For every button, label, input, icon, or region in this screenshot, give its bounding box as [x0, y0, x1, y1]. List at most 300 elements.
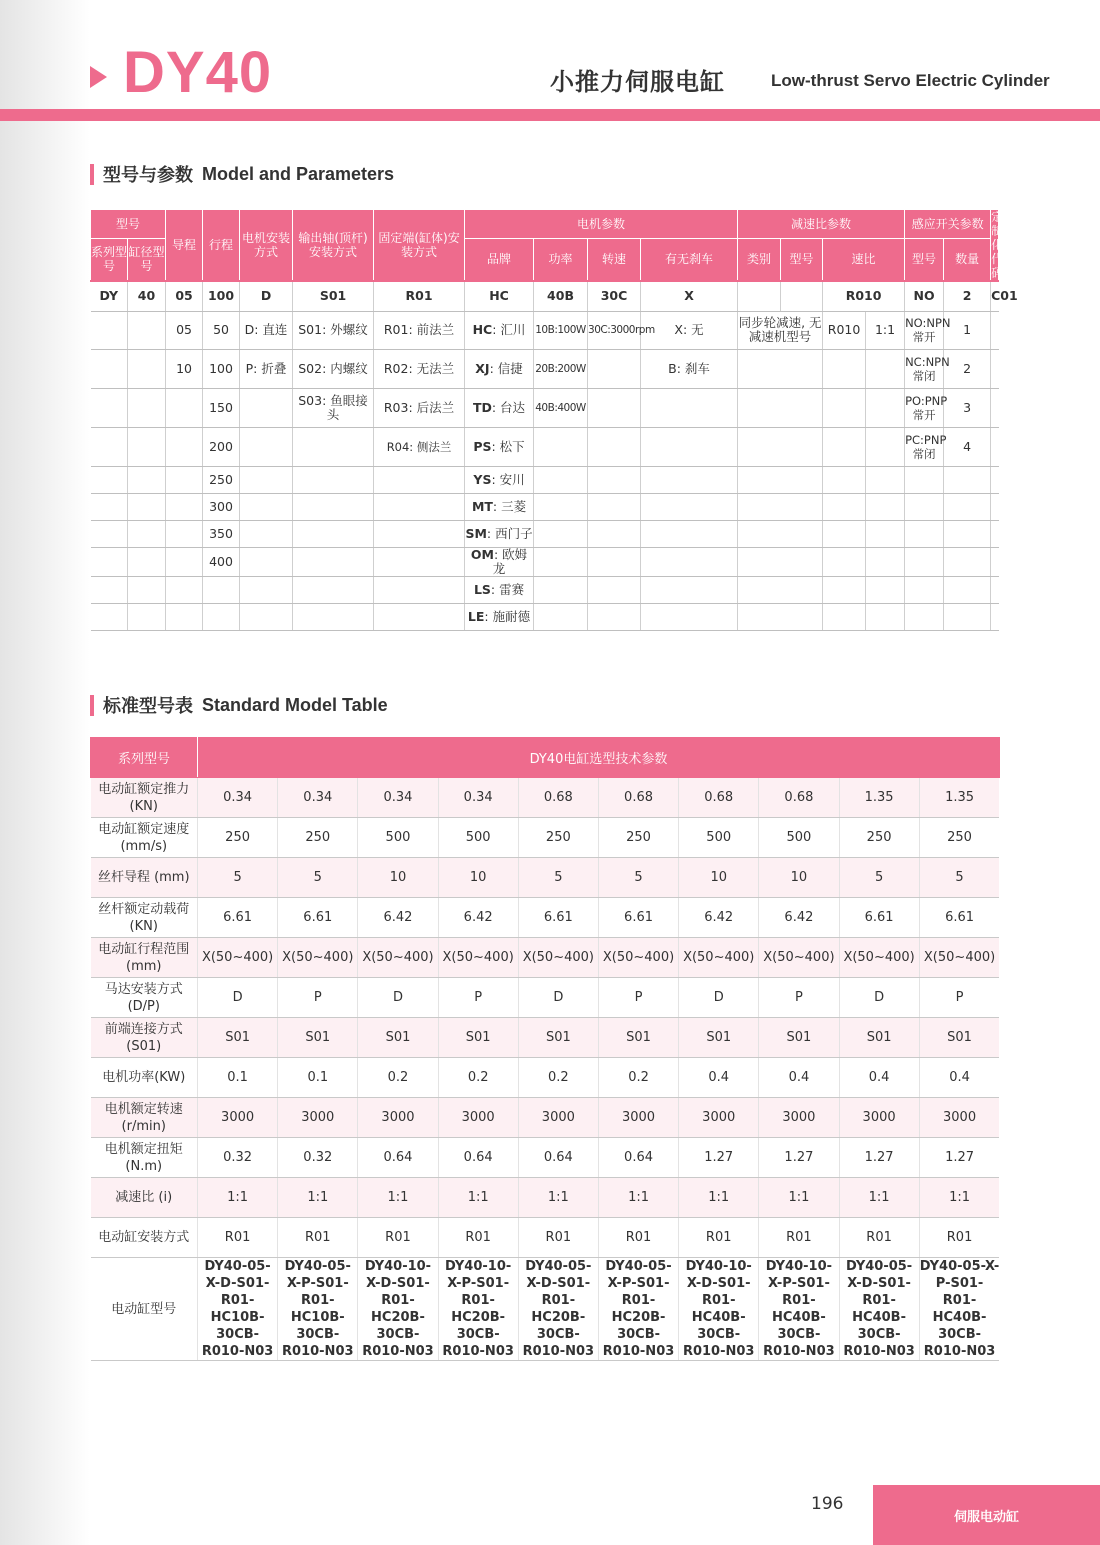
spec-value: 0.68	[518, 778, 598, 818]
brand-cell	[465, 493, 534, 520]
spec-value: 5	[598, 858, 678, 898]
spec-value: 1:1	[679, 1178, 759, 1218]
spec-value: D	[358, 978, 438, 1018]
spec-value: S01	[278, 1018, 358, 1058]
spec-value: R01	[759, 1218, 839, 1258]
spec-value: X(50~400)	[518, 938, 598, 978]
spec-value: 5	[919, 858, 999, 898]
shaft-cell: S02: 内螺纹	[293, 349, 374, 388]
spec-value: 3000	[839, 1098, 919, 1138]
power-cell	[534, 576, 588, 603]
spec-value: 0.64	[438, 1138, 518, 1178]
shaft-cell: S03: 鱼眼接头	[293, 388, 374, 427]
brand-cell	[465, 520, 534, 547]
spec-value: 250	[518, 818, 598, 858]
spec-value: 3000	[518, 1098, 598, 1138]
spec-value: P	[278, 978, 358, 1018]
spec-value: 3000	[679, 1098, 759, 1138]
qty-cell	[944, 603, 991, 630]
param-row	[91, 311, 999, 349]
spec-value: P	[598, 978, 678, 1018]
footer-category-tab: 伺服电动缸	[873, 1485, 1100, 1545]
motor-mount-cell	[240, 603, 293, 630]
spec-value: 5	[198, 858, 278, 898]
spec-value: X(50~400)	[598, 938, 678, 978]
bore-cell	[128, 388, 166, 427]
power-cell	[534, 427, 588, 466]
model-code-value: DY40-05-X-D-S01-R01-HC40B-30CB-R010-N03	[839, 1258, 919, 1361]
series-cell	[91, 603, 128, 630]
lead-cell	[166, 576, 203, 603]
spec-value: X(50~400)	[278, 938, 358, 978]
spec-value: D	[839, 978, 919, 1018]
spec-value: 500	[759, 818, 839, 858]
sensor-cell: PO:PNP 常开	[905, 388, 944, 427]
spec-value: 0.32	[278, 1138, 358, 1178]
spec-value: 1:1	[518, 1178, 598, 1218]
speed-cell	[588, 427, 641, 466]
spec-value: R01	[198, 1218, 278, 1258]
spec-row	[91, 938, 1000, 978]
custom-cell	[991, 547, 999, 576]
spec-value: 0.64	[598, 1138, 678, 1178]
power-cell	[534, 466, 588, 493]
std-header-series: 系列型号	[91, 738, 198, 778]
qty-cell: 1	[944, 311, 991, 349]
brand-cell	[465, 311, 534, 349]
reducer-type-cell	[738, 349, 823, 388]
spec-row	[91, 858, 1000, 898]
spec-value: R01	[358, 1218, 438, 1258]
code-power: 40B	[534, 281, 588, 311]
spec-value: 0.68	[598, 778, 678, 818]
bore-cell	[128, 603, 166, 630]
header-stroke: 行程	[203, 210, 240, 282]
custom-cell	[991, 349, 999, 388]
ratio-cell	[866, 603, 905, 630]
series-cell	[91, 576, 128, 603]
spec-value: 0.1	[198, 1058, 278, 1098]
model-code-label: 电动缸型号	[91, 1258, 198, 1361]
model-code-row	[91, 1258, 1000, 1361]
product-model-title: DY40	[123, 40, 273, 105]
reducer-type-cell	[738, 388, 823, 427]
header-brake: 有无刹车	[641, 238, 738, 281]
motor-mount-cell	[240, 466, 293, 493]
spec-value: 5	[278, 858, 358, 898]
motor-mount-cell	[240, 493, 293, 520]
model-parameters-table	[90, 209, 1018, 631]
fixed-end-cell	[374, 493, 465, 520]
spec-value: 3000	[759, 1098, 839, 1138]
brake-cell	[641, 547, 738, 576]
spec-value: 1:1	[358, 1178, 438, 1218]
spec-value: P	[919, 978, 999, 1018]
spec-value: 1.27	[839, 1138, 919, 1178]
spec-value: 0.2	[598, 1058, 678, 1098]
qty-cell: 3	[944, 388, 991, 427]
series-cell	[91, 520, 128, 547]
speed-cell	[588, 576, 641, 603]
model-code-value: DY40-05-X-P-S01-R01-HC40B-30CB-R010-N03	[919, 1259, 1000, 1359]
bore-cell	[128, 311, 166, 349]
header-output-shaft: 输出轴(顶杆)安装方式	[293, 210, 374, 282]
spec-value: 1:1	[598, 1178, 678, 1218]
lead-cell	[166, 603, 203, 630]
brand-code: OM	[470, 546, 494, 562]
spec-label: 前端连接方式 (S01)	[91, 1018, 198, 1058]
spec-row	[91, 1098, 1000, 1138]
standard-model-table	[90, 737, 1000, 1361]
spec-value: 6.61	[919, 898, 999, 938]
qty-cell	[944, 493, 991, 520]
code-stroke: 100	[203, 281, 240, 311]
bore-cell	[128, 520, 166, 547]
spec-row	[91, 778, 1000, 818]
spec-row	[91, 1138, 1000, 1178]
brake-cell	[641, 466, 738, 493]
brand-code: LS	[473, 581, 491, 597]
series-cell	[91, 493, 128, 520]
spec-value: S01	[518, 1018, 598, 1058]
code-speed: 30C	[588, 281, 641, 311]
spec-value: 0.4	[919, 1058, 999, 1098]
section-heading-params	[90, 161, 394, 187]
spec-value: 0.4	[839, 1058, 919, 1098]
code-reducer-model	[781, 281, 823, 311]
power-cell	[534, 603, 588, 630]
fixed-end-cell	[374, 547, 465, 576]
ratio-cell	[866, 576, 905, 603]
spec-value: 0.2	[438, 1058, 518, 1098]
spec-value: 1:1	[198, 1178, 278, 1218]
sensor-cell	[905, 603, 944, 630]
section-title-cn: 标准型号表	[103, 696, 193, 717]
sensor-cell	[905, 493, 944, 520]
spec-value: R01	[839, 1218, 919, 1258]
spec-value: 10	[358, 858, 438, 898]
spec-value: 1.35	[919, 778, 999, 818]
spec-value: P	[438, 978, 518, 1018]
lead-cell	[166, 388, 203, 427]
custom-cell	[991, 311, 999, 349]
reducer-type-cell	[738, 576, 823, 603]
stroke-cell: 300	[203, 493, 240, 520]
spec-value: 1:1	[438, 1178, 518, 1218]
brand-name: : 三菱	[492, 498, 527, 514]
product-title-cn: 小推力伺服电缸	[550, 68, 725, 96]
stroke-cell: 150	[203, 388, 240, 427]
code-ratio: R010	[823, 281, 905, 311]
header-ratio: 速比	[823, 238, 905, 281]
stroke-cell: 200	[203, 427, 240, 466]
fixed-end-cell	[374, 603, 465, 630]
spec-value: 3000	[438, 1098, 518, 1138]
std-header-title: DY40电缸选型技术参数	[198, 738, 1000, 778]
spec-label: 丝杆导程 (mm)	[91, 858, 198, 898]
header-reducer-model: 型号	[781, 238, 823, 281]
spec-value: 3000	[198, 1098, 278, 1138]
power-cell: 20B:200W	[534, 349, 588, 388]
brand-code: PS	[473, 438, 492, 454]
page-number: 196	[811, 1494, 844, 1514]
spec-value: 6.61	[198, 898, 278, 938]
sensor-cell	[905, 547, 944, 576]
header-brand: 品牌	[465, 238, 534, 281]
lead-cell	[166, 520, 203, 547]
spec-value: 0.34	[438, 778, 518, 818]
power-cell	[534, 520, 588, 547]
qty-cell: 4	[944, 427, 991, 466]
shaft-cell	[293, 427, 374, 466]
spec-value: 6.42	[438, 898, 518, 938]
spec-value: 6.61	[278, 898, 358, 938]
param-row	[91, 520, 999, 547]
brand-cell	[465, 466, 534, 493]
spec-label: 马达安装方式 (D/P)	[91, 978, 198, 1018]
model-code-value: DY40-10-X-D-S01-R01-HC20B-30CB-R010-N03	[358, 1258, 438, 1361]
power-cell: 40B:400W	[534, 388, 588, 427]
product-title-en: Low-thrust Servo Electric Cylinder	[771, 71, 1050, 90]
brand-cell	[465, 547, 534, 576]
power-cell: 10B:100W	[534, 311, 588, 349]
spec-value: 0.32	[198, 1138, 278, 1178]
spec-value: 0.2	[358, 1058, 438, 1098]
spec-label: 电机功率(KW)	[91, 1058, 198, 1098]
spec-value: 500	[679, 818, 759, 858]
code-reducer-type	[738, 281, 781, 311]
param-row	[91, 547, 999, 576]
fixed-end-cell	[374, 466, 465, 493]
spec-value: S01	[198, 1018, 278, 1058]
spec-value: 6.42	[679, 898, 759, 938]
code-shaft: S01	[293, 281, 374, 311]
reducer-model-cell	[823, 493, 866, 520]
code-bore: 40	[128, 281, 166, 311]
code-lead: 05	[166, 281, 203, 311]
motor-mount-cell	[240, 388, 293, 427]
bore-cell	[128, 349, 166, 388]
section-marker	[90, 164, 94, 185]
reducer-model-cell	[823, 466, 866, 493]
reducer-type-cell	[738, 603, 823, 630]
shaft-cell	[293, 603, 374, 630]
qty-cell	[944, 520, 991, 547]
reducer-type-cell	[738, 427, 823, 466]
reducer-type-cell	[738, 466, 823, 493]
param-row	[91, 603, 999, 630]
page-left-shade	[0, 0, 90, 1545]
brake-cell	[641, 493, 738, 520]
stroke-cell: 400	[203, 547, 240, 576]
brand-code: YS	[473, 471, 492, 487]
custom-cell	[991, 466, 999, 493]
spec-value: X(50~400)	[198, 938, 278, 978]
spec-value: X(50~400)	[679, 938, 759, 978]
sensor-cell: NC:NPN 常闭	[905, 349, 944, 388]
spec-value: 0.4	[679, 1058, 759, 1098]
spec-value: D	[679, 978, 759, 1018]
stroke-cell	[203, 576, 240, 603]
spec-value: 1.35	[839, 778, 919, 818]
header-speed: 转速	[588, 238, 641, 281]
series-cell	[91, 427, 128, 466]
section-title-cn: 型号与参数	[103, 165, 193, 186]
spec-value: 250	[839, 818, 919, 858]
header-custom-code: 定制化代码	[991, 210, 1004, 280]
spec-label: 电动缸安装方式	[91, 1218, 198, 1258]
reducer-model-cell	[823, 427, 866, 466]
spec-label: 电动缸额定推力 (KN)	[91, 778, 198, 818]
model-code-value: DY40-05-X-P-S01-R01-HC20B-30CB-R010-N03	[598, 1258, 678, 1361]
speed-cell	[588, 388, 641, 427]
spec-value: S01	[598, 1018, 678, 1058]
spec-value: R01	[679, 1218, 759, 1258]
speed-cell	[588, 547, 641, 576]
fixed-end-cell: R03: 后法兰	[374, 388, 465, 427]
stroke-cell: 50	[203, 311, 240, 349]
spec-value: 0.4	[759, 1058, 839, 1098]
bore-cell	[128, 547, 166, 576]
model-code-value: DY40-05-X-D-S01-R01-HC10B-30CB-R010-N03	[198, 1258, 278, 1361]
brand-name: : 施耐德	[484, 608, 531, 624]
motor-mount-cell: D: 直连	[240, 311, 293, 349]
param-row	[91, 349, 999, 388]
header-sensor-model: 型号	[905, 238, 944, 281]
custom-cell	[991, 493, 999, 520]
spec-label: 电机额定转速 (r/min)	[91, 1098, 198, 1138]
brand-name: : 安川	[491, 471, 525, 487]
spec-value: X(50~400)	[759, 938, 839, 978]
motor-mount-cell	[240, 547, 293, 576]
fixed-end-cell: R02: 无法兰	[374, 349, 465, 388]
code-example-row	[91, 281, 999, 311]
spec-value: 10	[759, 858, 839, 898]
spec-value: 5	[518, 858, 598, 898]
brand-name: : 欧姆龙	[492, 546, 528, 576]
motor-mount-cell	[240, 576, 293, 603]
ratio-cell	[866, 349, 905, 388]
section-title-en: Model and Parameters	[202, 163, 395, 184]
spec-label: 丝杆额定动载荷 (KN)	[91, 898, 198, 938]
spec-value: 6.61	[839, 898, 919, 938]
spec-value: S01	[679, 1018, 759, 1058]
param-row	[91, 493, 999, 520]
model-code-value: DY40-05-X-P-S01-R01-HC10B-30CB-R010-N03	[278, 1258, 358, 1361]
brand-code: LE	[467, 608, 485, 624]
spec-value: 500	[358, 818, 438, 858]
reducer-type-cell	[738, 493, 823, 520]
spec-value: 6.61	[518, 898, 598, 938]
series-cell	[91, 547, 128, 576]
spec-value: 5	[839, 858, 919, 898]
spec-row	[91, 1058, 1000, 1098]
custom-cell	[991, 388, 999, 427]
brand-name: : 台达	[491, 399, 526, 415]
sensor-cell	[905, 466, 944, 493]
spec-row	[91, 978, 1000, 1018]
brand-code: HC	[472, 322, 493, 337]
spec-label: 减速比 (i)	[91, 1178, 198, 1218]
shaft-cell	[293, 493, 374, 520]
shaft-cell: S01: 外螺纹	[293, 311, 374, 349]
spec-value: 1.27	[759, 1138, 839, 1178]
ratio-cell	[866, 466, 905, 493]
spec-value: S01	[358, 1018, 438, 1058]
spec-value: S01	[438, 1018, 518, 1058]
spec-value: 6.42	[759, 898, 839, 938]
code-sensor: NO	[905, 281, 944, 311]
code-fixed-end: R01	[374, 281, 465, 311]
qty-cell	[944, 547, 991, 576]
spec-value: 3000	[358, 1098, 438, 1138]
custom-cell	[991, 427, 999, 466]
header-motor-mount: 电机安装方式	[240, 210, 293, 282]
reducer-model-cell	[823, 520, 866, 547]
custom-cell	[991, 520, 999, 547]
ratio-cell	[866, 427, 905, 466]
spec-value: 250	[198, 818, 278, 858]
brand-code: MT	[471, 498, 493, 514]
brake-cell	[641, 427, 738, 466]
fixed-end-cell: R01: 前法兰	[374, 311, 465, 349]
header-fixed-end: 固定端(缸体)安装方式	[374, 210, 465, 282]
spec-value: X(50~400)	[839, 938, 919, 978]
spec-value: 0.68	[759, 778, 839, 818]
brand-name: : 松下	[491, 438, 525, 454]
speed-cell: 30C:3000rpm	[588, 311, 641, 349]
spec-value: 0.34	[278, 778, 358, 818]
brand-cell	[465, 388, 534, 427]
power-cell	[534, 493, 588, 520]
ratio-cell	[866, 388, 905, 427]
brake-cell: B: 刹车	[641, 349, 738, 388]
spec-value: R01	[919, 1218, 999, 1258]
lead-cell	[166, 466, 203, 493]
spec-value: S01	[759, 1018, 839, 1058]
spec-label: 电动缸额定速度 (mm/s)	[91, 818, 198, 858]
speed-cell	[588, 466, 641, 493]
spec-value: 500	[438, 818, 518, 858]
header-qty: 数量	[944, 238, 991, 281]
model-code-value: DY40-05-X-D-S01-R01-HC20B-30CB-R010-N03	[518, 1258, 598, 1361]
spec-value: 6.61	[598, 898, 678, 938]
spec-value: 1:1	[919, 1178, 999, 1218]
shaft-cell	[293, 466, 374, 493]
param-row	[91, 466, 999, 493]
header-motor-params: 电机参数	[465, 210, 738, 239]
spec-value: 1.27	[919, 1138, 999, 1178]
shaft-cell	[293, 547, 374, 576]
shaft-cell	[293, 576, 374, 603]
series-cell	[91, 388, 128, 427]
motor-mount-cell	[240, 427, 293, 466]
custom-cell	[991, 576, 999, 603]
code-series: DY	[91, 281, 128, 311]
code-brand: HC	[465, 281, 534, 311]
param-row	[91, 576, 999, 603]
code-qty: 2	[944, 281, 991, 311]
qty-cell	[944, 576, 991, 603]
param-row	[91, 388, 999, 427]
header-arrow-icon	[90, 66, 107, 88]
spec-value: 1:1	[759, 1178, 839, 1218]
bore-cell	[128, 427, 166, 466]
brand-name: : 汇川	[492, 322, 526, 337]
lead-cell	[166, 493, 203, 520]
spec-value: 1.27	[679, 1138, 759, 1178]
series-cell	[91, 466, 128, 493]
